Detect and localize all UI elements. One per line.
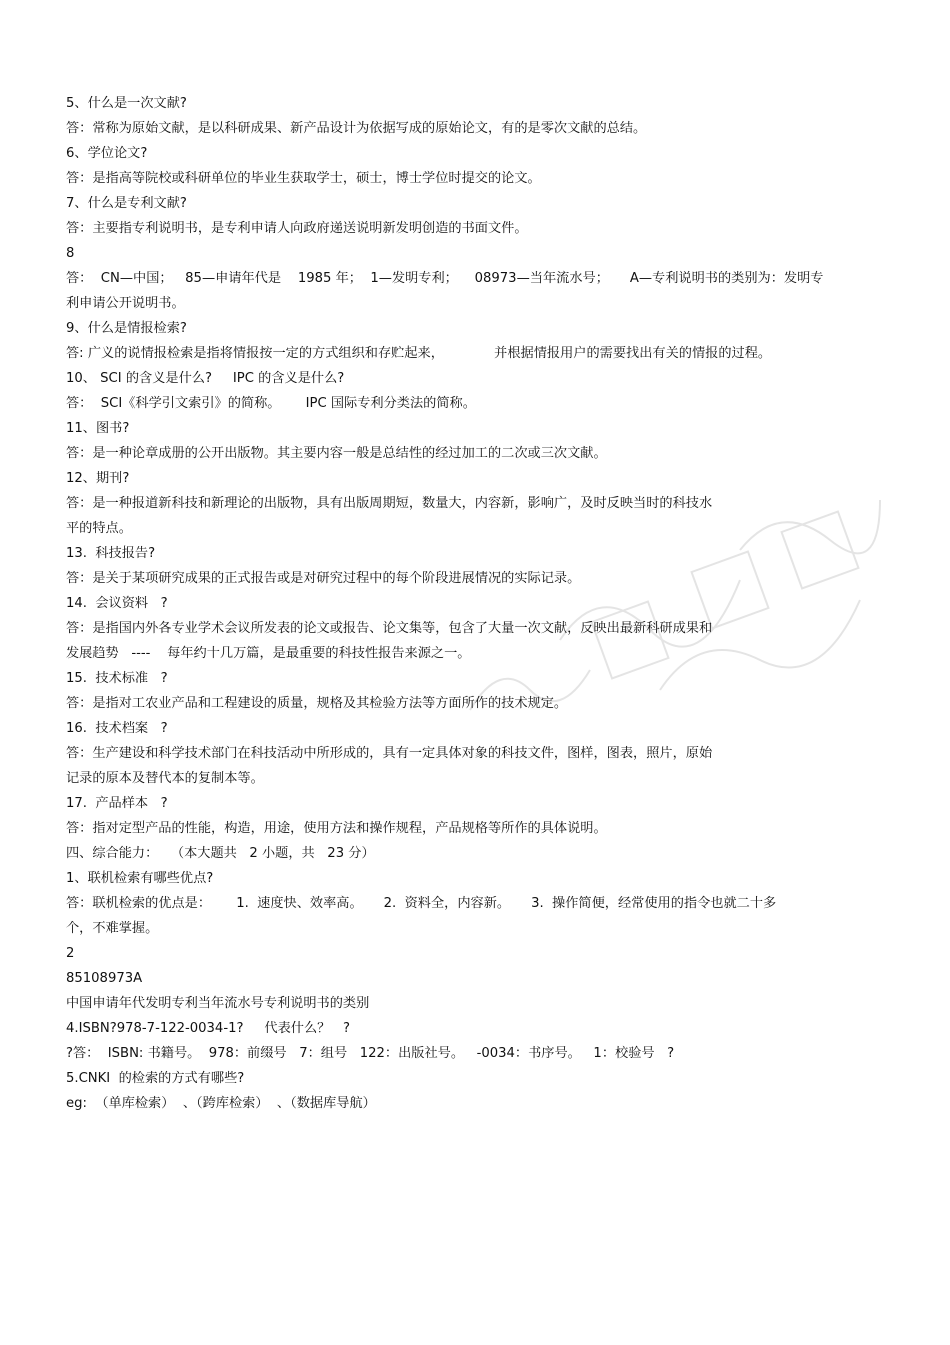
comprehensive-question-4: 4.ISBN?978-7-122-0034-1? 代表什么？ ? bbox=[66, 1021, 350, 1036]
question-14: 14. 会议资料 ? bbox=[66, 596, 168, 611]
question-8: 8 bbox=[66, 246, 75, 261]
answer-16: 答：生产建设和科学技术部门在科技活动中所形成的，具有一定具体对象的科技文件，图样，图表，照片，原始 bbox=[66, 746, 713, 761]
answer-17: 答：指对定型产品的性能，构造，用途，使用方法和操作规程，产品规格等所作的具体说明。 bbox=[66, 821, 607, 836]
answer-6: 答：是指高等院校或科研单位的毕业生获取学士，硕士，博士学位时提交的论文。 bbox=[66, 171, 541, 186]
answer-11: 答：是一种论章成册的公开出版物。其主要内容一般是总结性的经过加工的二次或三次文献。 bbox=[66, 446, 607, 461]
patent-number-legend: 中国申请年代发明专利当年流水号专利说明书的类别 bbox=[66, 996, 370, 1011]
question-6: 6、学位论文? bbox=[66, 146, 148, 161]
comprehensive-question-2: 2 bbox=[66, 946, 75, 961]
document-body bbox=[66, 91, 866, 1116]
question-7: 7、什么是专利文献? bbox=[66, 196, 187, 211]
comprehensive-answer-1: 答：联机检索的优点是： 1. 速度快、效率高。 2. 资料全，内容新。 3. 操作简便，经常使用的指令也就二十多 bbox=[66, 896, 777, 911]
comprehensive-answer-1-cont: 个，不难掌握。 bbox=[66, 921, 159, 936]
answer-8: 答： CN—中国； 85—申请年代是 1985 年； 1—发明专利； 08973—当年流水号； A—专利说明书的类别为：发明专 bbox=[66, 271, 824, 286]
question-12: 12、期刊? bbox=[66, 471, 130, 486]
question-16: 16. 技术档案 ? bbox=[66, 721, 168, 736]
question-10: 10、 SCI 的含义是什么? IPC 的含义是什么? bbox=[66, 371, 345, 386]
answer-14-cont: 发展趋势 ---- 每年约十几万篇，是最重要的科技性报告来源之一。 bbox=[66, 646, 471, 661]
comprehensive-question-1: 1、联机检索有哪些优点? bbox=[66, 871, 214, 886]
answer-12: 答：是一种报道新科技和新理论的出版物，具有出版周期短，数量大，内容新，影响广，及时反映当时的科技水 bbox=[66, 496, 713, 511]
patent-number: 85108973A bbox=[66, 971, 143, 986]
question-11: 11、图书? bbox=[66, 421, 130, 436]
comprehensive-answer-4: ?答： ISBN: 书籍号。 978：前缀号 7：组号 122：出版社号。 -0034：书序号。 1：校验号 ? bbox=[66, 1046, 675, 1061]
answer-8-cont: 利申请公开说明书。 bbox=[66, 296, 185, 311]
question-9: 9、什么是情报检索? bbox=[66, 321, 187, 336]
answer-7: 答：主要指专利说明书，是专利申请人向政府递送说明新发明创造的书面文件。 bbox=[66, 221, 528, 236]
question-5: 5、什么是一次文献? bbox=[66, 96, 187, 111]
answer-15: 答：是指对工农业产品和工程建设的质量，规格及其检验方法等方面所作的技术规定。 bbox=[66, 696, 568, 711]
answer-16-cont: 记录的原本及替代本的复制本等。 bbox=[66, 771, 264, 786]
answer-14: 答：是指国内外各专业学术会议所发表的论文或报告、论文集等，包含了大量一次文献，反映出最新科研成果和 bbox=[66, 621, 713, 636]
answer-13: 答：是关于某项研究成果的正式报告或是对研究过程中的每个阶段进展情况的实际记录。 bbox=[66, 571, 581, 586]
comprehensive-answer-5: eg: （单库检索） 、（跨库检索） 、（数据库导航） bbox=[66, 1096, 376, 1111]
question-15: 15. 技术标准 ? bbox=[66, 671, 168, 686]
answer-10: 答： SCI《科学引文索引》的简称。 IPC 国际专利分类法的简称。 bbox=[66, 396, 476, 411]
question-13: 13. 科技报告? bbox=[66, 546, 156, 561]
question-17: 17. 产品样本 ? bbox=[66, 796, 168, 811]
section-heading-4: 四、综合能力： （本大题共 2 小题，共 23 分） bbox=[66, 846, 375, 861]
answer-9: 答: 广义的说情报检索是指将情报按一定的方式组织和存贮起来， 并根据情报用户的需要找出有关的情报的过程。 bbox=[66, 346, 772, 361]
answer-12-cont: 平的特点。 bbox=[66, 521, 132, 536]
comprehensive-question-5: 5.CNKI 的检索的方式有哪些? bbox=[66, 1071, 245, 1086]
answer-5: 答：常称为原始文献，是以科研成果、新产品设计为依据写成的原始论文，有的是零次文献的总结。 bbox=[66, 121, 647, 136]
